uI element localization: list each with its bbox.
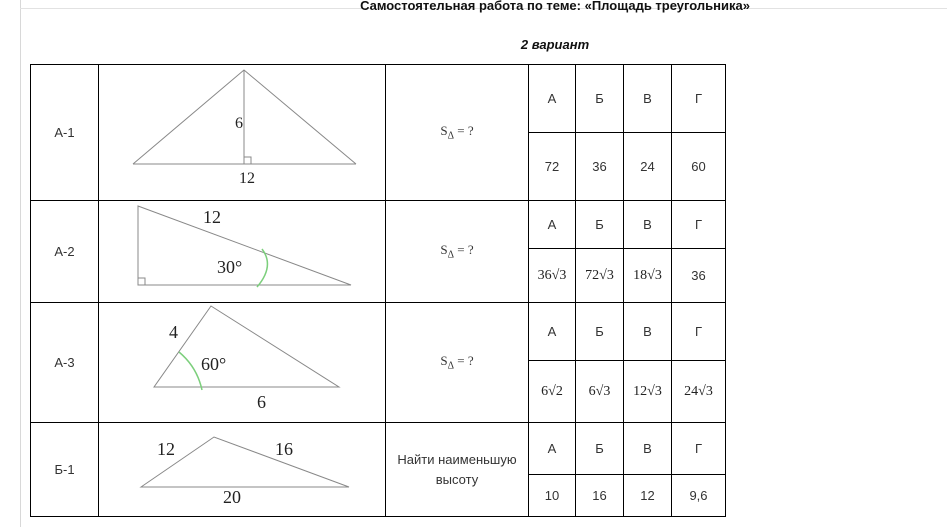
right-side-label: 16 xyxy=(275,438,293,459)
answer-b[interactable]: 6√3 xyxy=(576,361,624,423)
option-a[interactable]: А xyxy=(529,201,576,249)
task-row-a1 xyxy=(31,65,726,133)
area-formula: $S_\Delta$ = ? xyxy=(386,201,529,303)
task-row-a2 xyxy=(31,201,726,249)
side-label: 4 xyxy=(169,321,178,342)
base-label: 20 xyxy=(223,486,241,507)
answer-a[interactable]: 72 xyxy=(529,133,576,201)
task-row-a3 xyxy=(31,303,726,361)
angle-label: 30° xyxy=(217,256,243,277)
triangle-figure-a2 xyxy=(99,202,386,302)
triangle-figure-a1 xyxy=(99,66,386,200)
hypotenuse-label: 12 xyxy=(203,206,221,227)
answer-v[interactable]: 18√3 xyxy=(624,249,672,303)
answer-v[interactable]: 24 xyxy=(624,133,672,201)
height-label: 6 xyxy=(235,114,243,132)
answer-g[interactable]: 9,6 xyxy=(672,475,726,517)
figure-cell xyxy=(99,423,386,517)
answer-v[interactable]: 12√3 xyxy=(624,361,672,423)
answer-g[interactable]: 60 xyxy=(672,133,726,201)
option-v[interactable]: В xyxy=(624,423,672,475)
figure-cell xyxy=(99,201,386,303)
task-label: А-3 xyxy=(31,303,99,423)
option-v[interactable]: В xyxy=(624,303,672,361)
task-row-b1 xyxy=(31,423,726,475)
answer-v[interactable]: 12 xyxy=(624,475,672,517)
base-label: 12 xyxy=(239,169,255,187)
option-g[interactable]: Г xyxy=(672,201,726,249)
option-g[interactable]: Г xyxy=(672,423,726,475)
tasks-table xyxy=(30,64,726,517)
worksheet-title: Самостоятельная работа по теме: «Площадь треугольника» xyxy=(360,0,750,13)
option-v[interactable]: В xyxy=(624,65,672,133)
angle-label: 60° xyxy=(201,353,227,374)
option-b[interactable]: Б xyxy=(576,201,624,249)
answer-g[interactable]: 36 xyxy=(672,249,726,303)
page-left-edge xyxy=(20,0,21,527)
area-formula: $S_\Delta$ = ? xyxy=(386,65,529,201)
option-a[interactable]: А xyxy=(529,303,576,361)
option-g[interactable]: Г xyxy=(672,303,726,361)
option-v[interactable]: В xyxy=(624,201,672,249)
option-a[interactable]: А xyxy=(529,423,576,475)
left-side-label: 12 xyxy=(157,438,175,459)
variant-heading: 2 вариант xyxy=(520,37,590,52)
triangle-figure-b1 xyxy=(99,425,386,515)
option-b[interactable]: Б xyxy=(576,423,624,475)
task-text: Найти наименьшую высоту xyxy=(386,423,529,517)
answer-a[interactable]: 36√3 xyxy=(529,249,576,303)
option-a[interactable]: А xyxy=(529,65,576,133)
answer-b[interactable]: 36 xyxy=(576,133,624,201)
task-label: А-2 xyxy=(31,201,99,303)
triangle-figure-a3 xyxy=(99,304,386,422)
figure-cell xyxy=(99,65,386,201)
figure-cell xyxy=(99,303,386,423)
task-label: Б-1 xyxy=(31,423,99,517)
answer-a[interactable]: 10 xyxy=(529,475,576,517)
option-g[interactable]: Г xyxy=(672,65,726,133)
answer-b[interactable]: 72√3 xyxy=(576,249,624,303)
answer-a[interactable]: 6√2 xyxy=(529,361,576,423)
option-b[interactable]: Б xyxy=(576,65,624,133)
answer-g[interactable]: 24√3 xyxy=(672,361,726,423)
base-label: 6 xyxy=(257,391,266,412)
task-label: А-1 xyxy=(31,65,99,201)
area-formula: $S_\Delta$ = ? xyxy=(386,303,529,423)
answer-b[interactable]: 16 xyxy=(576,475,624,517)
option-b[interactable]: Б xyxy=(576,303,624,361)
